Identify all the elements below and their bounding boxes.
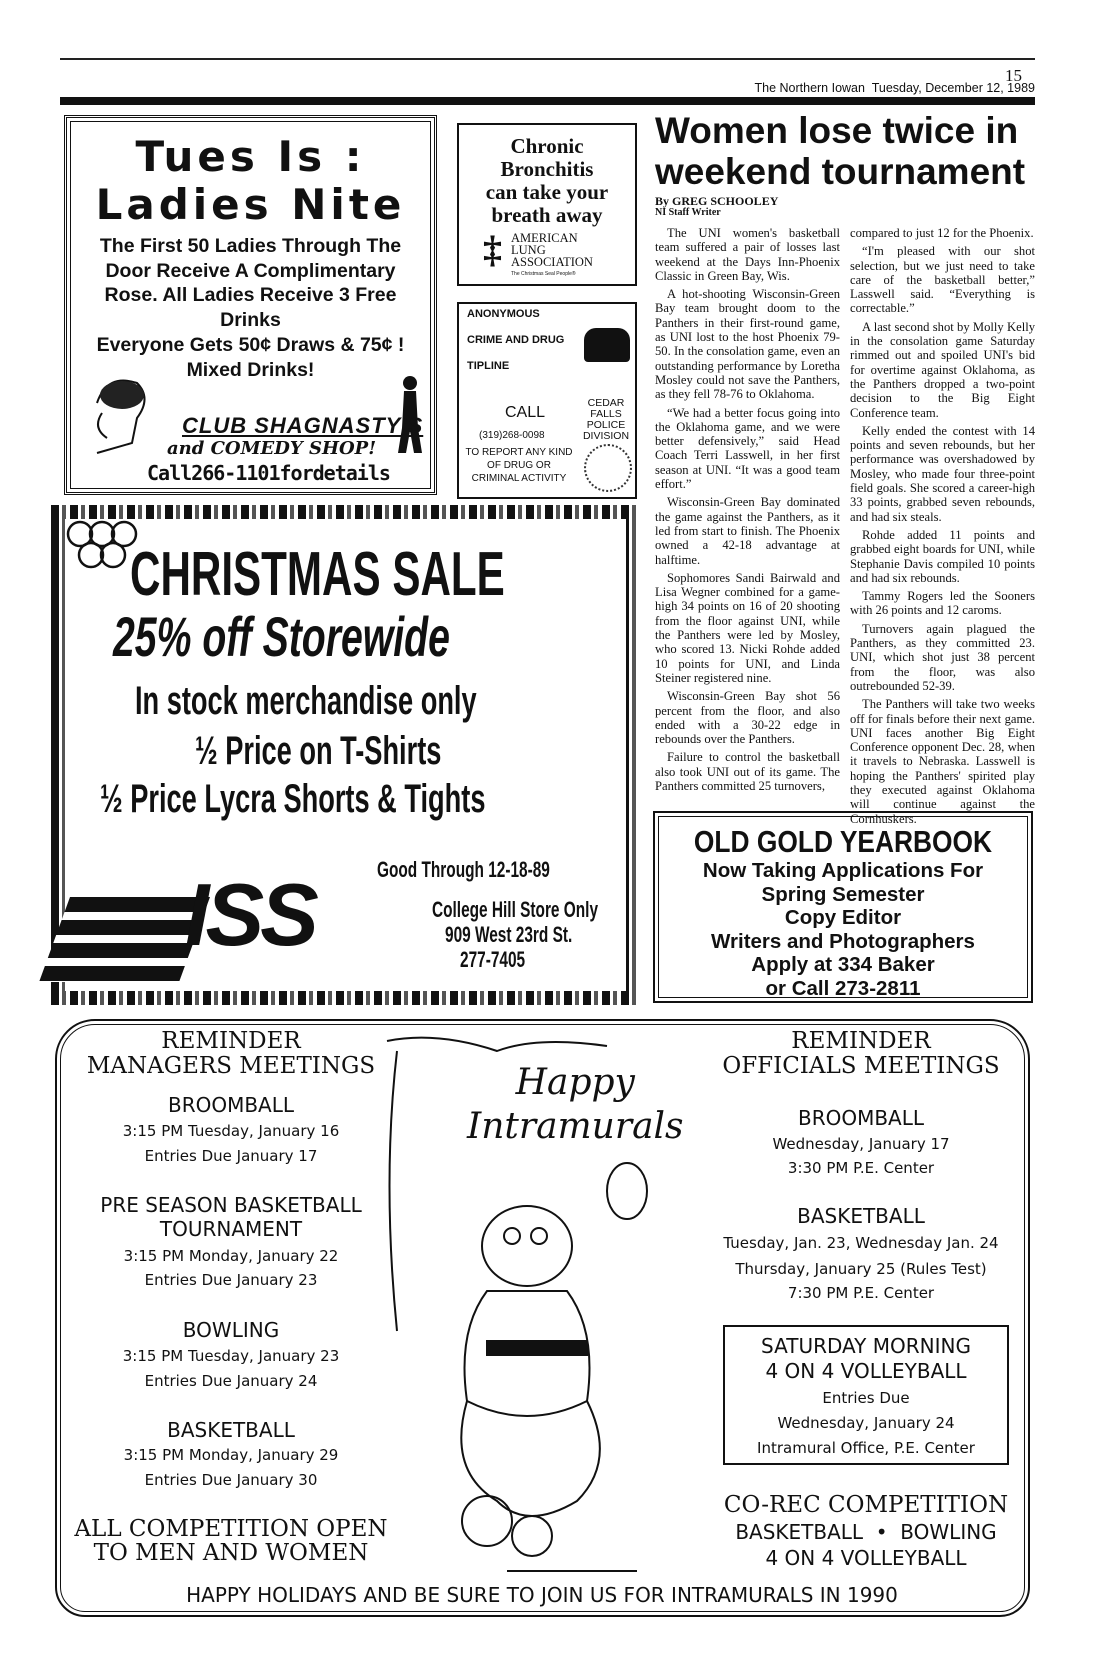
event-place: 3:30 PM P.E. Center bbox=[787, 1159, 935, 1177]
ad-line: Door Receive A Complimentary bbox=[105, 259, 396, 282]
article-column-1 bbox=[655, 226, 840, 797]
telephone-icon bbox=[584, 328, 630, 362]
paragraph: The UNI women's basketball team suffered a pair of losses last weekend at the Days Inn-Phoenix Classic in Green Bay, Wis. bbox=[655, 226, 840, 283]
org-line: ASSOCIATION bbox=[511, 255, 593, 269]
store-name: College Hill Store Only bbox=[432, 897, 599, 922]
corec-line: BASKETBALL • BOWLING bbox=[735, 1520, 997, 1544]
author: By GREG SCHOOLEY bbox=[655, 194, 779, 208]
tipline-line: TIPLINE bbox=[467, 360, 510, 372]
headline-line: Chronic bbox=[510, 134, 584, 158]
author-role: NI Staff Writer bbox=[655, 207, 721, 218]
ad-title: Tues Is : bbox=[135, 132, 366, 181]
officials-heading: OFFICIALS MEETINGS bbox=[722, 1053, 1000, 1079]
event-name: PRE SEASON BASKETBALL bbox=[100, 1193, 362, 1217]
paragraph: Wisconsin-Green Bay dominated the game against the Panthers, as it led from start to finish. The Phoenix owned a 42-18 advantage at halftime. bbox=[655, 495, 840, 567]
ad-body bbox=[79, 234, 422, 382]
yearbook-line: Spring Semester bbox=[761, 882, 925, 906]
paragraph: Kelly ended the contest with 14 points and seven rebounds, but her performance was overshadowed by Mosley, who made four three-point field goals. She scored a career-high 33 points, grabbed seven rebounds, and had six steals. bbox=[850, 423, 1035, 524]
paragraph: Turnovers again plagued the Panthers, as they committed 23. UNI, which shot just 38 percent from the floor, was also outrebounded 52-39. bbox=[850, 621, 1035, 693]
byline bbox=[655, 195, 778, 219]
open-note: TO MEN AND WOMEN bbox=[93, 1540, 369, 1566]
holiday-footer: HAPPY HOLIDAYS AND BE SURE TO JOIN US FOR INTRAMURALS IN 1990 bbox=[186, 1583, 898, 1607]
sale-valid-date: Good Through 12-18-89 bbox=[377, 857, 550, 882]
call-label: CALL bbox=[505, 404, 546, 421]
paragraph: compared to just 12 for the Phoenix. bbox=[850, 226, 1034, 240]
volleyball-line: Entries Due bbox=[822, 1389, 910, 1407]
tipline-line: CRIME AND DRUG bbox=[467, 334, 565, 346]
santa-rabbit-cartoon-icon bbox=[377, 1031, 677, 1591]
event-name: BASKETBALL bbox=[167, 1418, 295, 1442]
event-time: 3:15 PM Monday, January 29 bbox=[123, 1446, 339, 1464]
volleyball-line: SATURDAY MORNING bbox=[761, 1334, 971, 1358]
store-phone: 277-7405 bbox=[460, 947, 526, 972]
comedy-shop: and COMEDY SHOP! bbox=[167, 438, 377, 459]
tagline: The Christmas Seal People® bbox=[511, 271, 576, 277]
volleyball-line: Wednesday, January 24 bbox=[777, 1414, 955, 1432]
headline-line: can take your bbox=[485, 180, 609, 204]
masthead bbox=[700, 81, 1035, 95]
headline-line: breath away bbox=[491, 203, 603, 227]
club-name: CLUB SHAGNASTY'S bbox=[182, 413, 424, 438]
event-place: 7:30 PM P.E. Center bbox=[787, 1284, 935, 1302]
top-rule bbox=[60, 58, 1035, 60]
event-time: 3:15 PM Tuesday, January 23 bbox=[122, 1347, 340, 1365]
event-due: Entries Due January 23 bbox=[144, 1271, 318, 1289]
tipline-line: ANONYMOUS bbox=[467, 308, 540, 320]
paragraph: Tammy Rogers led the Sooners with 26 points and 12 caroms. bbox=[850, 589, 1035, 618]
sale-title: CHRISTMAS SALE bbox=[130, 540, 505, 609]
police-seal-icon bbox=[584, 444, 632, 492]
woman-illustration-icon bbox=[77, 373, 157, 458]
ad-line: Drinks bbox=[220, 309, 281, 332]
corec-line: 4 ON 4 VOLLEYBALL bbox=[765, 1546, 967, 1570]
paragraph: Wisconsin-Green Bay shot 56 percent from the floor, and also ended with a 30-22 edge in rebounds over the Panthers. bbox=[655, 689, 840, 747]
volleyball-line: Intramural Office, P.E. Center bbox=[757, 1439, 975, 1457]
paragraph: A hot-shooting Wisconsin-Green Bay team brought doom to the Panthers in their first-round game, as UNI lost to the host Phoenix 79-50. In the consolation game, even an outstanding performance by Loretha Mosley could not save the Panthers, as they fell 78-76 to Oklahoma. bbox=[655, 287, 840, 402]
event-time: 3:15 PM Monday, January 22 bbox=[123, 1247, 339, 1265]
article-column-2 bbox=[850, 226, 1035, 830]
ad-line: Rose. All Ladies Receive 3 Free bbox=[104, 284, 397, 307]
event-due: Entries Due January 17 bbox=[144, 1147, 318, 1165]
paragraph: Rohde added 11 points and grabbed eight boards for UNI, while Stephanie Davis compiled 10 points and had six rebounds. bbox=[850, 527, 1035, 585]
open-note: ALL COMPETITION OPEN bbox=[74, 1516, 388, 1542]
crime-tipline-ad bbox=[457, 302, 637, 499]
iss-logo: ISS bbox=[185, 865, 315, 964]
masthead-rule bbox=[60, 97, 1035, 105]
corec-line: CO-REC COMPETITION bbox=[723, 1492, 1009, 1518]
intramurals-ad bbox=[55, 1019, 1030, 1617]
call-line: Call266-1101fordetails bbox=[147, 461, 390, 485]
olympic-rings-icon bbox=[65, 519, 140, 574]
paragraph: Failure to control the basketball also took UNI out of its game. The Panthers committed 25 turnovers, bbox=[655, 750, 840, 793]
event-due: Entries Due January 30 bbox=[144, 1471, 318, 1489]
reminder-heading: REMINDER bbox=[791, 1028, 931, 1054]
report-text: TO REPORT ANY KIND OF DRUG OR CRIMINAL ACTIVITY bbox=[465, 447, 573, 484]
yearbook-ad bbox=[653, 811, 1033, 1003]
ladies-nite-ad bbox=[64, 115, 437, 495]
event-name: TOURNAMENT bbox=[159, 1217, 303, 1241]
police-division: CEDAR FALLS POLICE DIVISION bbox=[582, 397, 630, 442]
ad-line: Mixed Drinks! bbox=[186, 358, 315, 381]
org-line: AMERICAN bbox=[511, 231, 578, 245]
issue-date: Tuesday, December 12, 1989 bbox=[871, 81, 1035, 95]
yearbook-line: Copy Editor bbox=[784, 906, 902, 929]
yearbook-line: Now Taking Applications For bbox=[702, 859, 984, 882]
event-name: BASKETBALL bbox=[797, 1204, 925, 1228]
yearbook-title: OLD GOLD YEARBOOK bbox=[693, 824, 993, 859]
event-name: BROOMBALL bbox=[167, 1093, 295, 1117]
sale-line: ½ Price on T-Shirts bbox=[195, 729, 442, 773]
article-headline: Women lose twice in weekend tournament bbox=[655, 110, 1026, 192]
ad-headline bbox=[459, 135, 635, 227]
christmas-sale-ad bbox=[51, 505, 640, 1005]
page-number: 15 bbox=[1005, 66, 1022, 85]
happy-line: Intramurals bbox=[467, 1106, 684, 1147]
paragraph: A last second shot by Molly Kelly in the consolation game Saturday rimmed out and spoiled UNI's bid for overtime against Oklahoma, as the Panthers dropped a two-point decision to the Big Eight Conference team. bbox=[850, 319, 1035, 420]
event-time: Tuesday, Jan. 23, Wednesday Jan. 24 bbox=[723, 1234, 999, 1252]
event-time: Thursday, January 25 (Rules Test) bbox=[735, 1260, 987, 1278]
sale-line: ½ Price Lycra Shorts & Tights bbox=[100, 777, 486, 821]
yearbook-line: or Call 273-2811 bbox=[765, 976, 921, 1000]
yearbook-line: Apply at 334 Baker bbox=[751, 953, 935, 976]
paragraph: “We had a better focus going into the Oklahoma game, and we were better defensively,” said Head Coach Terri Lasswell, in her first season at UNI. “It was a good team effort.” bbox=[655, 405, 840, 492]
yearbook-line: Writers and Photographers bbox=[711, 929, 975, 953]
managers-heading: MANAGERS MEETINGS bbox=[86, 1053, 376, 1079]
lung-association-ad bbox=[457, 123, 637, 286]
paper-name: The Northern Iowan bbox=[754, 81, 865, 95]
org-name bbox=[511, 232, 593, 268]
store-address: 909 West 23rd St. bbox=[445, 922, 573, 947]
event-name: BROOMBALL bbox=[797, 1106, 925, 1130]
event-time: 3:15 PM Tuesday, January 16 bbox=[122, 1122, 340, 1140]
sale-line: In stock merchandise only bbox=[135, 679, 477, 723]
phone-number: (319)268-0098 bbox=[479, 430, 545, 441]
happy-line: Happy bbox=[515, 1062, 635, 1103]
paragraph: Sophomores Sandi Bairwald and Lisa Wegner combined for a game-high 34 points on 16 of 20 shooting from the floor against UNI, while the Panthers were led by Mosley, who scored 13. Nicki Rohde added 10 points for UNI, and Linda Steiner registered nine. bbox=[655, 570, 840, 685]
headline-line: Bronchitis bbox=[500, 157, 594, 181]
reminder-heading: REMINDER bbox=[161, 1028, 301, 1054]
sale-discount: 25% off Storewide bbox=[113, 605, 450, 668]
paragraph: The Panthers will take two weeks off for finals before their next game. UNI faces another Big Eight Conference opponent Dec. 28, when it travels to Nebraska. Lasswell is hoping the Panthers' spirited play they executed against Oklahoma will continue against the Cornhuskers. bbox=[850, 697, 1035, 826]
org-line: LUNG bbox=[511, 243, 546, 257]
event-name: BOWLING bbox=[182, 1318, 280, 1342]
ad-title: Ladies Nite bbox=[95, 180, 406, 229]
event-due: Entries Due January 24 bbox=[144, 1372, 318, 1390]
volleyball-line: 4 ON 4 VOLLEYBALL bbox=[765, 1359, 967, 1383]
ad-line: The First 50 Ladies Through The bbox=[99, 235, 402, 257]
event-time: Wednesday, January 17 bbox=[772, 1135, 950, 1153]
paragraph: “I'm pleased with our shot selection, but we just need to take care of the basketball better,” Lasswell said. “Everything is correctable.” bbox=[850, 244, 1035, 316]
double-cross-icon: ‡ bbox=[483, 229, 502, 271]
ad-line: Everyone Gets 50¢ Draws & 75¢ ! bbox=[96, 333, 405, 356]
